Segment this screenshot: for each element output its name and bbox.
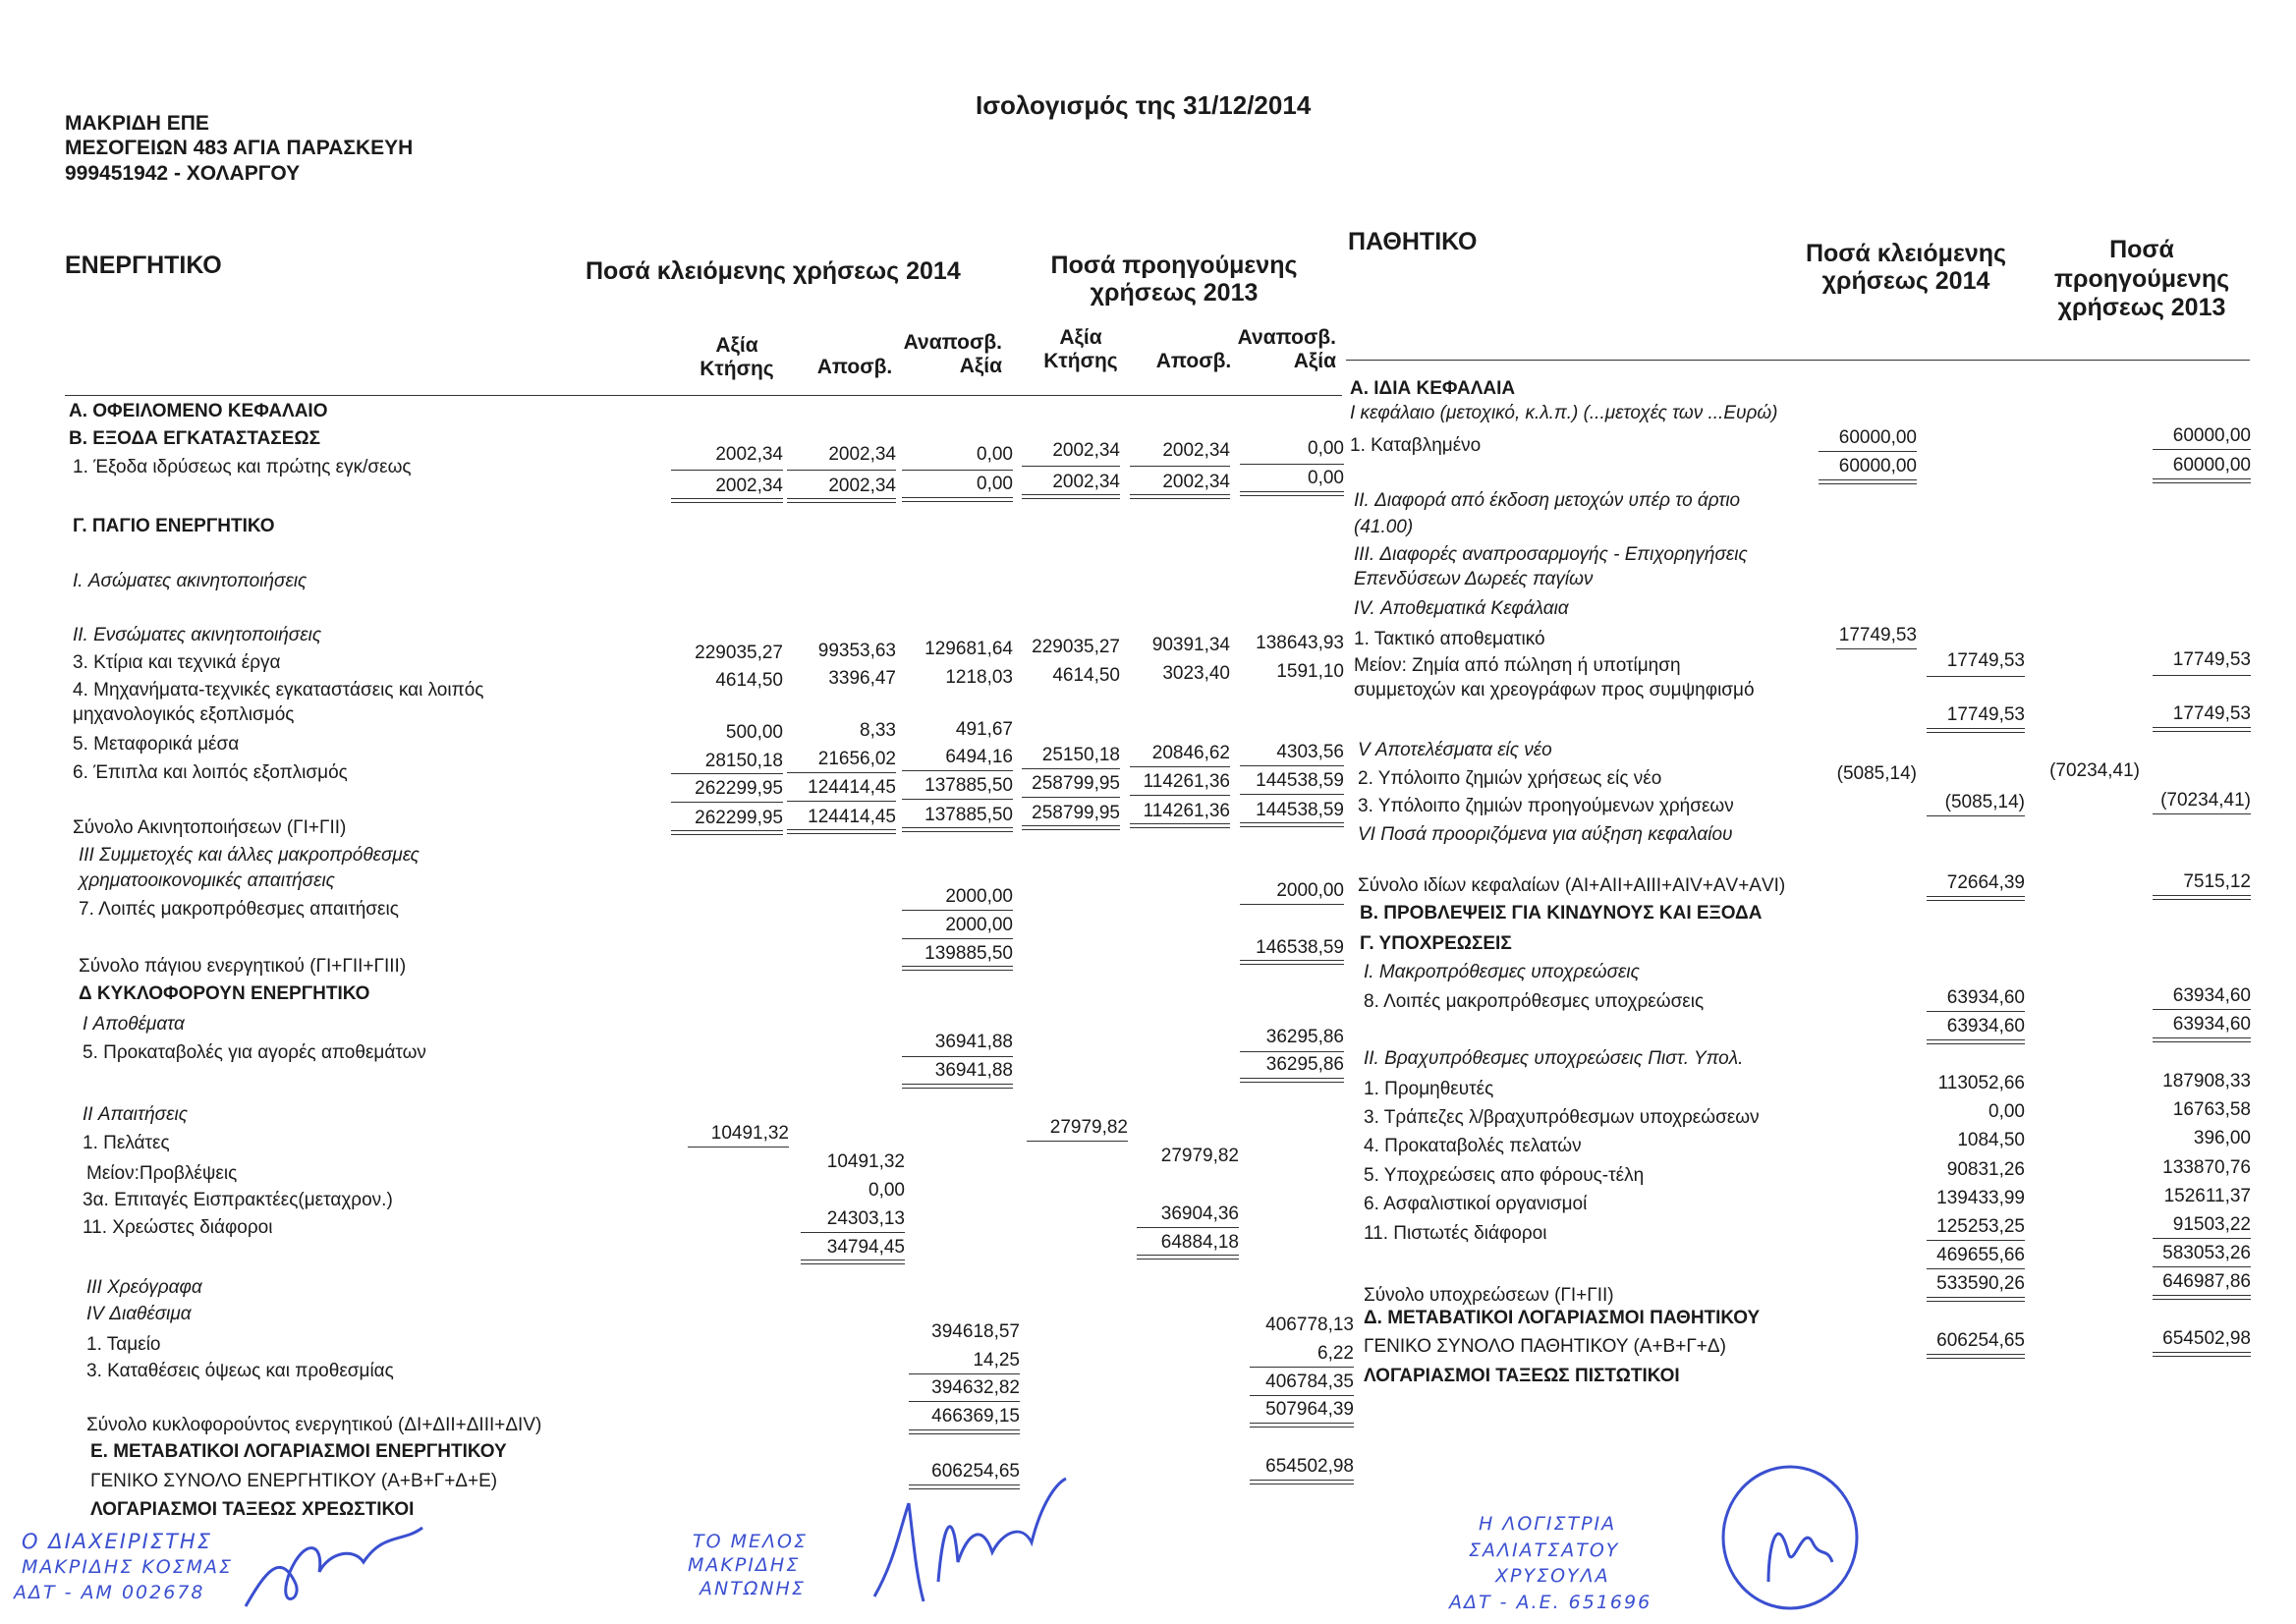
accountant-signature-id: ΑΔΤ - Α.Ε. 651696 — [1449, 1592, 1652, 1613]
amount-cell: 28150,18 — [704, 751, 783, 771]
amount-cell: 34794,45 — [826, 1237, 905, 1258]
assets-current-year-heading: Ποσά κλειόμενης χρήσεως 2014 — [586, 257, 961, 285]
col-cost-cur-1: Αξία — [715, 334, 758, 357]
amount-cell: 139433,99 — [1936, 1188, 2025, 1208]
amount-cell: 2002,34 — [828, 444, 896, 465]
amount-cell: 90391,34 — [1151, 635, 1230, 655]
amount-cell: 2000,00 — [945, 915, 1013, 935]
assets-label-tangible: II. Ενσώματες ακινητοποιήσεις — [73, 625, 322, 645]
amount-cell: 394632,82 — [931, 1377, 1020, 1398]
member-signature-first: ΑΝΤΩΝΗΣ — [700, 1578, 806, 1599]
amount-cell: 14,25 — [973, 1350, 1020, 1371]
col-net-cur-2: Αξία — [959, 355, 1002, 377]
liab-label-suppliers: 1. Προμηθευτές — [1364, 1079, 1494, 1099]
amount-cell: 17749,53 — [2172, 703, 2251, 724]
liab-label-provisions: Β. ΠΡΟΒΛΕΨΕΙΣ ΓΙΑ ΚΙΝΔΥΝΟΥΣ ΚΑΙ ΕΞΟΔΑ — [1360, 903, 1763, 924]
assets-label-total-immovables: Σύνολο Ακινητοποιήσεων (ΓΙ+ΓΙΙ) — [73, 817, 347, 838]
liabilities-heading: ΠΑΘΗΤΙΚΟ — [1348, 228, 1478, 255]
amount-cell: 0,00 — [868, 1180, 905, 1201]
amount-cell: (5085,14) — [1944, 792, 2025, 812]
amount-cell: 0,00 — [1988, 1101, 2025, 1122]
member-signature-scribble — [855, 1464, 1091, 1611]
amount-cell: 10491,32 — [826, 1151, 905, 1172]
amount-cell: 533590,26 — [1936, 1273, 2025, 1294]
amount-cell: 606254,65 — [931, 1461, 1020, 1482]
liab-label-legal-reserve: 1. Τακτικό αποθεματικό — [1354, 629, 1545, 649]
assets-label-current: Δ ΚΥΚΛΟΦΟΡΟΥΝ ΕΝΕΡΓΗΤΙΚΟ — [79, 983, 370, 1004]
assets-label-customers: 1. Πελάτες — [83, 1133, 170, 1153]
amount-cell: 27979,82 — [1049, 1117, 1128, 1138]
liab-label-taxes: 5. Υποχρεώσεις απο φόρους-τέλη — [1364, 1165, 1645, 1186]
amount-cell: 262299,95 — [695, 808, 783, 828]
amount-cell: 406784,35 — [1265, 1372, 1354, 1392]
amount-cell: 258799,95 — [1032, 773, 1120, 794]
assets-label-machinery: 4. Μηχανήματα-τεχνικές εγκαταστάσεις και λοιπός — [73, 680, 484, 700]
amount-cell: 0,00 — [977, 474, 1013, 494]
assets-label-est: 1. Έξοδα ιδρύσεως και πρώτης εγκ/σεως — [73, 457, 412, 477]
assets-label-fixed: Γ. ΠΑΓΙΟ ΕΝΕΡΓΗΤΙΚΟ — [73, 516, 275, 536]
liab-label-grand-total: ΓΕΝΙΚΟ ΣΥΝΟΛΟ ΠΑΘΗΤΙΚΟΥ (Α+Β+Γ+Δ) — [1364, 1336, 1726, 1357]
liab-label-less: Μείον: Ζημία από πώληση ή υποτίμηση — [1354, 655, 1681, 676]
amount-cell: 466369,15 — [931, 1406, 1020, 1427]
amount-cell: 63934,60 — [1946, 1016, 2025, 1036]
manager-signature-id: ΑΔΤ - ΑΜ 002678 — [14, 1582, 205, 1603]
col-net-cur-1: Αναποσβ. — [903, 331, 1002, 354]
amount-cell: 0,00 — [1308, 438, 1344, 459]
assets-label-debtors: 11. Χρεώστες διάφοροι — [83, 1217, 273, 1238]
amount-cell: 2002,34 — [1162, 440, 1230, 461]
assets-label-cheques: 3α. Επιταγές Εισπρακτέες(μεταχρον.) — [83, 1190, 393, 1210]
amount-cell: 229035,27 — [695, 643, 783, 663]
amount-cell: 4303,56 — [1276, 742, 1344, 762]
liab-label-transit: Δ. ΜΕΤΑΒΑΤΙΚΟΙ ΛΟΓΑΡΙΑΣΜΟΙ ΠΑΘΗΤΙΚΟΥ — [1364, 1308, 1761, 1328]
amount-cell: 91503,22 — [2172, 1214, 2251, 1235]
liab-label-advances: 4. Προκαταβολές πελατών — [1364, 1136, 1582, 1156]
assets-label-securities: III Χρεόγραφα — [86, 1277, 202, 1298]
amount-cell: 1084,50 — [1957, 1130, 2025, 1150]
amount-cell: 60000,00 — [2172, 425, 2251, 446]
liab-cur-heading-1: Ποσά κλειόμενης — [1805, 240, 2006, 267]
liab-label-paid: 1. Καταβλημένο — [1350, 435, 1482, 456]
liab-label-banks: 3. Τράπεζες λ/βραχυπρόθεσμων υποχρεώσεων — [1364, 1107, 1760, 1128]
amount-cell: 60000,00 — [1838, 427, 1917, 448]
amount-cell: 72664,39 — [1946, 872, 2025, 893]
amount-cell: 90831,26 — [1946, 1159, 2025, 1180]
assets-prev-year-heading-1: Ποσά προηγούμενης — [1050, 252, 1298, 279]
company-name: ΜΑΚΡΙΔΗ ΕΠΕ — [65, 112, 209, 135]
amount-cell: 469655,66 — [1936, 1245, 2025, 1265]
amount-cell: 63934,60 — [2172, 1014, 2251, 1035]
assets-label-other-lt: 7. Λοιπές μακροπρόθεσμες απαιτήσεις — [79, 899, 399, 920]
assets-label-transit: Ε. ΜΕΤΑΒΑΤΙΚΟΙ ΛΟΓΑΡΙΑΣΜΟΙ ΕΝΕΡΓΗΤΙΚΟΥ — [90, 1441, 507, 1462]
amount-cell: 1591,10 — [1276, 661, 1344, 682]
col-dep-prev: Αποσβ. — [1155, 350, 1232, 372]
col-cost-prev-2: Κτήσης — [1043, 350, 1118, 372]
amount-cell: 0,00 — [1308, 468, 1344, 488]
amount-cell: 144538,59 — [1256, 770, 1344, 791]
amount-cell: 2000,00 — [1276, 880, 1344, 901]
amount-cell: 394618,57 — [931, 1321, 1020, 1342]
col-cost-prev-1: Αξία — [1059, 326, 1102, 349]
amount-cell: 229035,27 — [1032, 637, 1120, 657]
amount-cell: 17749,53 — [1946, 650, 2025, 671]
member-signature-title: ΤΟ ΜΕΛΟΣ — [693, 1531, 808, 1552]
amount-cell: 406778,13 — [1265, 1315, 1354, 1335]
assets-label-furniture: 6. Έπιπλα και λοιπός εξοπλισμός — [73, 762, 348, 783]
amount-cell: 139885,50 — [924, 943, 1013, 964]
col-net-prev-2: Αξία — [1293, 350, 1336, 372]
amount-cell: 3396,47 — [828, 668, 896, 689]
assets-label-deposits: 3. Καταθέσεις όψεως και προθεσμίας — [86, 1361, 394, 1381]
amount-cell: 152611,37 — [2163, 1186, 2251, 1206]
amount-cell: 262299,95 — [695, 778, 783, 799]
header-rule-right — [1346, 360, 2250, 361]
assets-label-intangible: I. Ασώματες ακινητοποιήσεις — [73, 571, 308, 591]
amount-cell: 507964,39 — [1265, 1399, 1354, 1420]
amount-cell: 8,33 — [860, 720, 896, 741]
amount-cell: 133870,76 — [2162, 1157, 2251, 1178]
accountant-signature-title: Η ΛΟΓΙΣΤΡΙΑ — [1479, 1513, 1617, 1535]
amount-cell: 63934,60 — [1946, 987, 2025, 1008]
liab-label-loss-prev: 3. Υπόλοιπο ζημιών προηγούμενων χρήσεων — [1358, 796, 1734, 816]
amount-cell: 491,67 — [955, 719, 1013, 740]
assets-label-total-fixed: Σύνολο πάγιου ενεργητικού (ΓΙ+ΓΙΙ+ΓΙΙΙ) — [79, 956, 407, 977]
col-net-prev-1: Αναποσβ. — [1237, 326, 1336, 349]
company-address: ΜΕΣΟΓΕΙΩΝ 483 ΑΓΙΑ ΠΑΡΑΣΚΕΥΗ — [65, 137, 414, 159]
amount-cell: 138643,93 — [1256, 633, 1344, 653]
amount-cell: 4614,50 — [715, 670, 783, 691]
page-title: Ισολογισμός της 31/12/2014 — [976, 90, 1312, 120]
amount-cell: 20846,62 — [1151, 743, 1230, 763]
amount-cell: 17749,53 — [1838, 625, 1917, 645]
amount-cell: 4614,50 — [1052, 665, 1120, 686]
amount-cell: 1218,03 — [945, 667, 1013, 688]
amount-cell: 125253,25 — [1936, 1216, 2025, 1237]
amount-cell: (70234,41) — [2160, 790, 2251, 811]
amount-cell: 24303,13 — [826, 1208, 905, 1229]
assets-label-total-current: Σύνολο κυκλοφορούντος ενεργητικού (ΔΙ+ΔΙΙ+ΔΙΙΙ+ΔΙV) — [86, 1415, 542, 1435]
accountant-signature-name: ΣΑΛΙΑΤΣΑΤΟΥ — [1469, 1540, 1620, 1561]
amount-cell: 500,00 — [725, 722, 783, 743]
amount-cell: 27979,82 — [1160, 1146, 1239, 1166]
member-signature-name: ΜΑΚΡΙΔΗΣ — [688, 1554, 801, 1576]
amount-cell: 99353,63 — [817, 641, 896, 661]
liab-label-insurance: 6. Ασφαλιστικοί οργανισμοί — [1364, 1194, 1588, 1214]
amount-cell: 10491,32 — [710, 1123, 789, 1144]
amount-cell: 583053,26 — [2162, 1243, 2251, 1263]
amount-cell: 60000,00 — [2172, 455, 2251, 476]
liab-label-share-premium-2: (41.00) — [1354, 517, 1414, 537]
liab-label-revaluation-2: Επενδύσεων Δωρεές παγίων — [1354, 569, 1594, 589]
amount-cell: 2002,34 — [1162, 472, 1230, 492]
assets-label-cash: 1. Ταμείο — [86, 1334, 161, 1355]
liab-label-liabilities: Γ. ΥΠΟΧΡΕΩΣΕΙΣ — [1360, 933, 1512, 954]
assets-label-receivables: II Απαιτήσεις — [83, 1104, 188, 1125]
amount-cell: 36295,86 — [1265, 1054, 1344, 1075]
amount-cell: 144538,59 — [1256, 800, 1344, 820]
header-rule-left — [65, 395, 1342, 396]
liab-prev-heading-3: χρήσεως 2013 — [2057, 294, 2226, 321]
assets-label-buildings: 3. Κτίρια και τεχνικά έργα — [73, 652, 281, 673]
amount-cell: (5085,14) — [1836, 763, 1917, 784]
amount-cell: 6,22 — [1317, 1343, 1354, 1364]
assets-label-grand-total: ΓΕΝΙΚΟ ΣΥΝΟΛΟ ΕΝΕΡΓΗΤΙΚΟΥ (Α+Β+Γ+Δ+Ε) — [90, 1471, 498, 1491]
assets-label-participations-2: χρηματοοικονομικές απαιτήσεις — [79, 870, 335, 891]
amount-cell: 0,00 — [977, 444, 1013, 465]
amount-cell: 63934,60 — [2172, 985, 2251, 1006]
manager-signature-name: ΜΑΚΡΙΔΗΣ ΚΟΣΜΑΣ — [22, 1556, 234, 1578]
accountant-signature-first: ΧΡΥΣΟΥΛΑ — [1495, 1565, 1610, 1587]
amount-cell: 124414,45 — [808, 807, 896, 827]
amount-cell: 36941,88 — [934, 1060, 1013, 1081]
amount-cell: 2002,34 — [1052, 472, 1120, 492]
liab-label-loss-year: 2. Υπόλοιπο ζημιών χρήσεως είς νέο — [1358, 768, 1662, 789]
amount-cell: 606254,65 — [1936, 1330, 2025, 1351]
liab-label-st: II. Βραχυπρόθεσμες υποχρεώσεις Πιστ. Υπολ. — [1364, 1048, 1744, 1069]
liab-label-equity: Α. ΙΔΙΑ ΚΕΦΑΛΑΙΑ — [1350, 378, 1516, 399]
amount-cell: 137885,50 — [924, 805, 1013, 825]
amount-cell: 16763,58 — [2172, 1099, 2251, 1120]
assets-label-a: Α. ΟΦΕΙΛΟΜΕΝΟ ΚΕΦΑΛΑΙΟ — [69, 401, 328, 421]
liab-prev-heading-1: Ποσά — [2109, 236, 2174, 263]
amount-cell: 113052,66 — [1937, 1073, 2025, 1093]
liab-label-capital: I κεφάλαιο (μετοχικό, κ.λ.π.) (...μετοχές των ...Ευρώ) — [1350, 403, 1778, 423]
liab-label-revaluation: III. Διαφορές αναπροσαρμογής - Επιχορηγήσεις — [1354, 544, 1748, 565]
amount-cell: 2000,00 — [945, 886, 1013, 907]
liab-label-total-equity: Σύνολο ιδίων κεφαλαίων (ΑΙ+ΑΙΙ+ΑΙΙΙ+ΑΙV+ΑV+ΑVΙ) — [1358, 875, 1786, 896]
liab-label-total-liab: Σύνολο υποχρεώσεων (ΓΙ+ΓΙΙ) — [1364, 1285, 1614, 1306]
amount-cell: 36941,88 — [934, 1032, 1013, 1052]
assets-prev-year-heading-2: χρήσεως 2013 — [1090, 279, 1259, 307]
amount-cell: 114261,36 — [1143, 771, 1230, 792]
assets-heading: ΕΝΕΡΓΗΤΙΚΟ — [65, 252, 222, 279]
amount-cell: 2002,34 — [1052, 440, 1120, 461]
liab-prev-heading-2: προηγούμενης — [2053, 265, 2230, 293]
amount-cell: 6494,16 — [945, 747, 1013, 767]
amount-cell: 129681,64 — [924, 639, 1013, 659]
company-tax: 999451942 - ΧΟΛΑΡΓΟΥ — [65, 162, 301, 185]
assets-label-provisions: Μείον:Προβλέψεις — [86, 1163, 238, 1184]
amount-cell: 258799,95 — [1032, 803, 1120, 823]
amount-cell: (70234,41) — [2049, 760, 2140, 781]
assets-label-memo: ΛΟΓΑΡΙΑΣΜΟΙ ΤΑΞΕΩΣ ΧΡΕΩΣΤΙΚΟΙ — [90, 1499, 415, 1520]
amount-cell: 114261,36 — [1143, 801, 1230, 821]
amount-cell: 146538,59 — [1256, 937, 1344, 958]
amount-cell: 17749,53 — [2172, 649, 2251, 670]
liab-label-memo: ΛΟΓΑΡΙΑΣΜΟΙ ΤΑΞΕΩΣ ΠΙΣΤΩΤΙΚΟΙ — [1364, 1366, 1680, 1386]
manager-signature-title: Ο ΔΙΑΧΕΙΡΙΣΤΗΣ — [22, 1530, 212, 1553]
col-dep-cur: Αποσβ. — [816, 356, 893, 378]
assets-label-vehicles: 5. Μεταφορικά μέσα — [73, 734, 240, 755]
amount-cell: 187908,33 — [2162, 1071, 2251, 1092]
amount-cell: 21656,02 — [817, 749, 896, 769]
amount-cell: 654502,98 — [2162, 1328, 2251, 1349]
assets-label-b: Β. ΕΞΟΔΑ ΕΓΚΑΤΑΣΤΑΣΕΩΣ — [69, 428, 321, 449]
manager-signature-scribble — [236, 1513, 452, 1621]
amount-cell: 36295,86 — [1265, 1027, 1344, 1047]
liab-label-other-lt: 8. Λοιπές μακροπρόθεσμες υποχρεώσεις — [1364, 991, 1705, 1012]
assets-label-participations: III Συμμετοχές και άλλες μακροπρόθεσμες — [79, 845, 420, 866]
assets-label-inventory: I Αποθέματα — [83, 1014, 185, 1035]
liab-label-reserves: IV. Αποθεματικά Κεφάλαια — [1354, 598, 1569, 619]
amount-cell: 60000,00 — [1838, 456, 1917, 476]
amount-cell: 2002,34 — [828, 476, 896, 496]
liab-cur-heading-2: χρήσεως 2014 — [1821, 267, 1990, 295]
col-cost-cur-2: Κτήσης — [700, 358, 774, 380]
amount-cell: 7515,12 — [2183, 871, 2251, 892]
amount-cell: 25150,18 — [1041, 745, 1120, 765]
accountant-stamp-signature — [1709, 1454, 1876, 1621]
amount-cell: 646987,86 — [2162, 1271, 2251, 1292]
amount-cell: 64884,18 — [1160, 1232, 1239, 1253]
liab-label-creditors: 11. Πιστωτές διάφοροι — [1364, 1223, 1547, 1244]
amount-cell: 2002,34 — [715, 444, 783, 465]
liab-label-results: V Αποτελέσματα είς νέο — [1358, 740, 1552, 760]
liab-label-less-2: συμμετοχών και χρεογράφων προς συμψηφισμό — [1354, 680, 1755, 700]
amount-cell: 2002,34 — [715, 476, 783, 496]
amount-cell: 36904,36 — [1160, 1204, 1239, 1224]
amount-cell: 17749,53 — [1946, 704, 2025, 725]
liab-label-lt: I. Μακροπρόθεσμες υποχρεώσεις — [1364, 962, 1640, 982]
amount-cell: 137885,50 — [924, 775, 1013, 796]
liab-label-cap-increase: VI Ποσά προοριζόμενα για αύξηση κεφαλαίου — [1358, 824, 1733, 845]
amount-cell: 396,00 — [2193, 1128, 2251, 1148]
amount-cell: 124414,45 — [808, 777, 896, 798]
amount-cell: 654502,98 — [1265, 1456, 1354, 1477]
amount-cell: 3023,40 — [1162, 663, 1230, 684]
assets-label-cash-equiv: IV Διαθέσιμα — [86, 1304, 192, 1324]
liab-label-share-premium: II. Διαφορά από έκδοση μετοχών υπέρ το άρτιο — [1354, 490, 1741, 511]
assets-label-machinery-2: μηχανολογικός εξοπλισμός — [73, 704, 295, 725]
assets-label-prepay: 5. Προκαταβολές για αγορές αποθεμάτων — [83, 1042, 426, 1063]
